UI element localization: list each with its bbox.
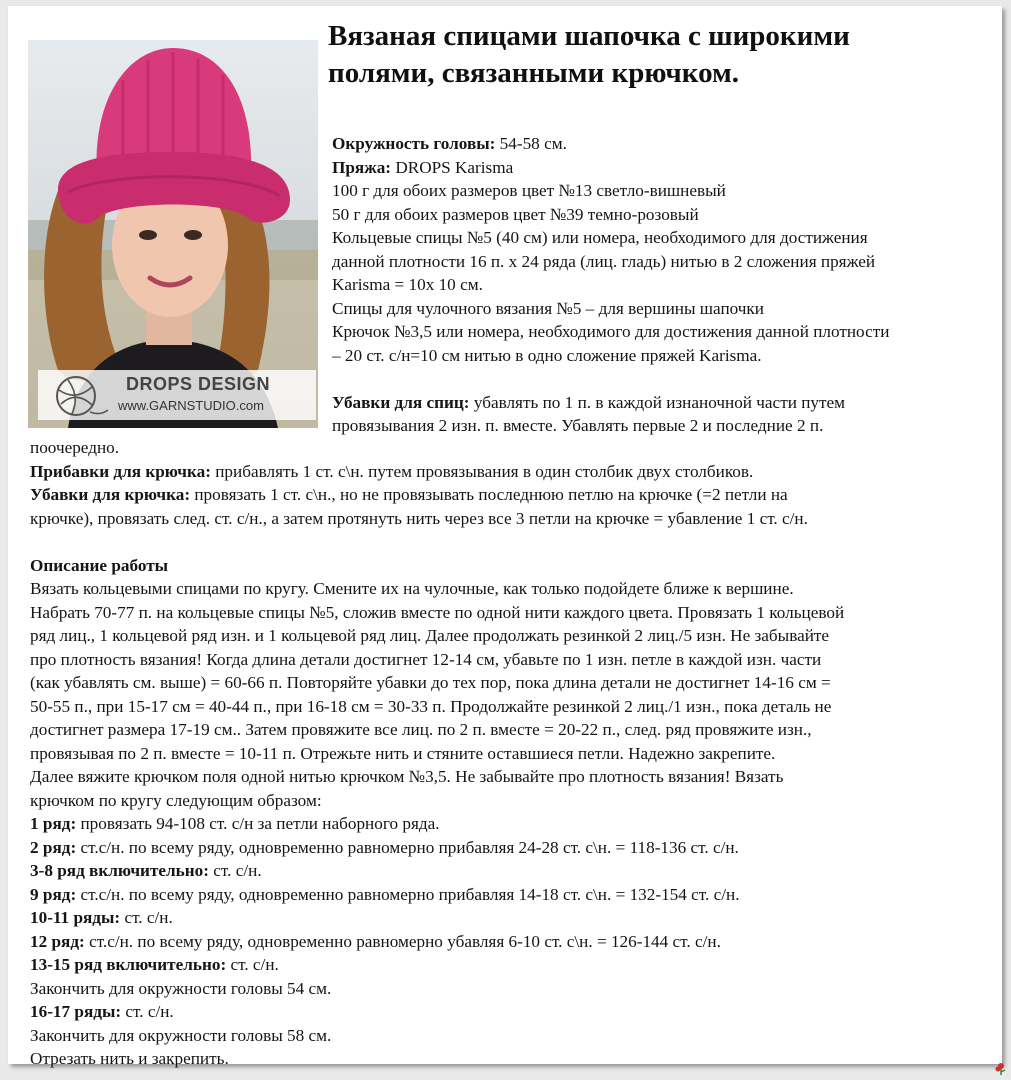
crochet-decrease-text: провязать 1 ст. с\н., но не провязывать последнюю петлю на крючке (=2 петли на bbox=[190, 485, 788, 504]
row-text: провязать 94-108 ст. с/н за петли наборного ряда. bbox=[76, 814, 440, 833]
crochet-decrease-line: крючке), провязать след. ст. с/н., а затем протянуть нить через все 3 петли на крючке = убавление 1 ст. с/н. bbox=[30, 508, 808, 528]
description-line: Далее вяжите крючком поля одной нитью крючком №3,5. Не забывайте про плотность вязания! Вязать bbox=[30, 767, 784, 786]
description-line: Набрать 70-77 п. на кольцевые спицы №5, сложив вместе по одной нити каждого цвета. Провязать 1 кольцевой bbox=[30, 602, 845, 622]
spec-line: Крючок №3,5 или номера, необходимого для достижения данной плотности bbox=[332, 322, 890, 341]
spec-line: данной плотности 16 п. х 24 ряда (лиц. гладь) нитью в 2 сложения пряжей bbox=[332, 251, 876, 271]
head-size-value: 54-58 см. bbox=[495, 134, 567, 153]
row-label: 10-11 ряды: bbox=[30, 908, 121, 927]
row-instruction bbox=[30, 1000, 1005, 1024]
body-line: поочередно. bbox=[30, 438, 120, 457]
yarn-line bbox=[332, 156, 1002, 180]
spec-line: Спицы для чулочного вязания №5 – для вершины шапочки bbox=[332, 298, 764, 318]
row-text: ст.с/н. по всему ряду, одновременно равномерно убавляя 6-10 ст. с\н. = 126-144 ст. с/н. bbox=[84, 931, 721, 951]
logo-url-text: www.GARNSTUDIO.com bbox=[118, 398, 264, 413]
spec-line: 50 г для обоих размеров цвет №39 темно-розовый bbox=[332, 204, 699, 224]
description-line: ряд лиц., 1 кольцевой ряд изн. и 1 кольцевой ряд лиц. Далее продолжать резинкой 2 лиц./5 изн. Не забывайте bbox=[30, 626, 830, 645]
needle-decrease-label: Убавки для спиц: bbox=[332, 392, 470, 412]
crochet-increase-label: Прибавки для крючка: bbox=[30, 461, 211, 481]
finish-54-line: Закончить для окружности головы 54 см. bbox=[30, 978, 332, 998]
description-line: крючком по кругу следующим образом: bbox=[30, 790, 322, 810]
crochet-decrease-label: Убавки для крючка: bbox=[30, 485, 191, 504]
title-line: полями, связанными крючком. bbox=[328, 57, 740, 89]
yarn-value: DROPS Karisma bbox=[391, 157, 514, 177]
row-instruction bbox=[30, 930, 1005, 954]
row-instruction bbox=[30, 906, 1005, 930]
description-line: про плотность вязания! Когда длина детали достигнет 12-14 см, убавьте по 1 изн. петле в каждой изн. части bbox=[30, 649, 822, 669]
description-line: провязывая по 2 п. вместе = 10-11 п. Отрежьте нить и стяните оставшиеся петли. Надежно закрепите. bbox=[30, 743, 776, 763]
description-line: (как убавлять см. выше) = 60-66 п. Повторяйте убавки до тех пор, пока длина детали не достигнет 14-16 см = bbox=[30, 673, 831, 692]
row-text: ст.с/н. по всему ряду, одновременно равномерно прибавляя 24-28 ст. с\н. = 118-136 ст. с/н. bbox=[76, 837, 739, 857]
crochet-increase-line bbox=[30, 460, 1005, 484]
row-text: ст. с/н. bbox=[120, 908, 173, 927]
row-instruction bbox=[30, 883, 1005, 907]
row-text: ст. с/н. bbox=[208, 861, 262, 880]
row-instruction bbox=[30, 953, 1005, 977]
description-line: 50-55 п., при 15-17 см = 40-44 п., при 16-18 см = 30-33 п. Продолжайте резинкой 2 лиц./1 изн., пока деталь не bbox=[30, 696, 832, 716]
row-label: 13-15 ряд включительно: bbox=[30, 955, 227, 974]
head-size-line bbox=[332, 132, 1002, 156]
flower-icon bbox=[993, 1060, 1009, 1076]
row-label: 9 ряд: bbox=[30, 884, 77, 904]
logo-brand-text: DROPS DESIGN bbox=[126, 374, 271, 394]
row-instruction bbox=[30, 836, 1005, 860]
materials-section bbox=[332, 132, 1002, 438]
instructions-section bbox=[30, 436, 1005, 1071]
drops-logo bbox=[38, 370, 316, 420]
yarn-label: Пряжа: bbox=[332, 157, 392, 177]
crochet-decrease-line bbox=[30, 483, 1005, 507]
finish-58-line: Закончить для окружности головы 58 см. bbox=[30, 1025, 332, 1045]
spec-line: Karisma = 10х 10 см. bbox=[332, 275, 483, 294]
document-page bbox=[8, 6, 1002, 1068]
needle-decrease-line: провязывания 2 изн. п. вместе. Убавлять первые 2 и последние 2 п. bbox=[332, 416, 824, 435]
row-text: ст. с/н. bbox=[226, 955, 279, 974]
description-heading: Описание работы bbox=[30, 555, 169, 575]
row-label: 16-17 ряды: bbox=[30, 1002, 122, 1021]
spec-line: Кольцевые спицы №5 (40 см) или номера, необходимого для достижения bbox=[332, 228, 868, 247]
description-line: достигнет размера 17-19 см.. Затем провяжите все лиц. по 2 п. вместе = 20-22 п., след. ряд провяжите изн., bbox=[30, 720, 812, 739]
final-line: Отрезать нить и закрепить. bbox=[30, 1049, 229, 1068]
spec-line: – 20 ст. с/н=10 см нитью в одно сложение пряжей Karisma. bbox=[332, 345, 762, 365]
title-line: Вязаная спицами шапочка с широкими bbox=[328, 20, 850, 52]
row-label: 1 ряд: bbox=[30, 814, 77, 833]
row-instruction bbox=[30, 859, 1005, 883]
row-text: ст.с/н. по всему ряду, одновременно равномерно прибавляя 14-18 ст. с\н. = 132-154 ст. с/н. bbox=[76, 884, 740, 904]
needle-decrease-line bbox=[332, 391, 1002, 415]
hat-model-photo bbox=[28, 40, 318, 428]
description-line: Вязать кольцевыми спицами по кругу. Смените их на чулочные, как только подойдете ближе к вершине. bbox=[30, 579, 794, 598]
page-title bbox=[328, 18, 968, 92]
row-label: 2 ряд: bbox=[30, 837, 77, 857]
yarn-ball-icon bbox=[50, 372, 110, 418]
row-label: 3-8 ряд включительно: bbox=[30, 861, 209, 880]
crochet-increase-text: прибавлять 1 ст. с\н. путем провязывания в один столбик двух столбиков. bbox=[210, 461, 754, 481]
row-text: ст. с/н. bbox=[121, 1002, 174, 1021]
spec-line: 100 г для обоих размеров цвет №13 светло-вишневый bbox=[332, 181, 726, 200]
head-size-label: Окружность головы: bbox=[332, 134, 496, 153]
needle-decrease-text: убавлять по 1 п. в каждой изнаночной части путем bbox=[469, 392, 846, 412]
row-instruction bbox=[30, 812, 1005, 836]
row-label: 12 ряд: bbox=[30, 931, 85, 951]
